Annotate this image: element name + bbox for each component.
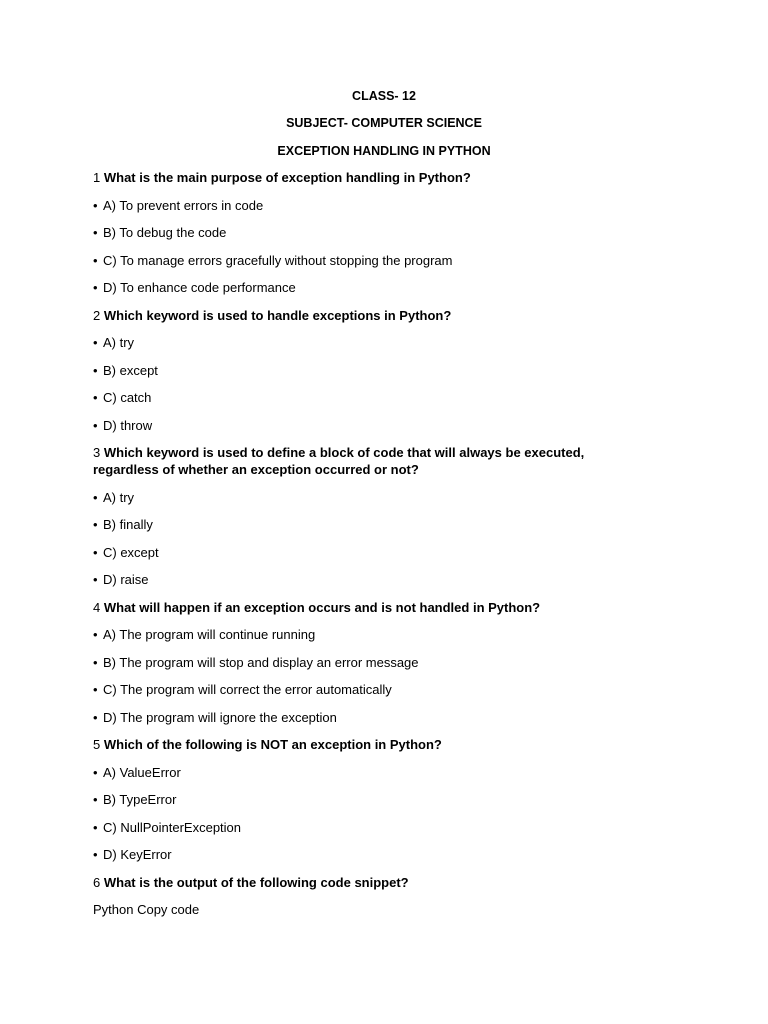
answer-option [93,544,653,561]
answer-option-text: B) finally [103,517,153,532]
answer-option-text: D) To enhance code performance [103,280,296,295]
question-6 [93,874,653,891]
answer-option-text: C) NullPointerException [103,819,242,835]
answer-option [93,389,653,406]
question-text: Which keyword is used to handle exceptions in Python? [103,307,452,323]
question-5 [93,736,653,753]
answer-option [93,252,653,269]
answer-option-text: D) raise [103,572,149,587]
bullet-icon: • [93,280,98,295]
answer-option-text: C) The program will correct the error automatically [103,682,392,697]
answer-option-text: D) The program will ignore the exception [103,709,337,725]
bullet-icon: • [93,819,98,835]
bullet-icon: • [93,847,98,862]
question-text: Which keyword is used to define a block of code that will always be executed, regardless of whether an exception occurred or not? [93,445,585,477]
answer-option-text: C) except [103,544,159,560]
topic-heading: EXCEPTION HANDLING IN PYTHON [277,144,491,158]
answer-option [93,224,653,241]
answer-option-text: B) TypeError [103,792,177,807]
question-number: 2 [93,307,101,323]
question-number: 1 [93,170,101,185]
bullet-icon: • [93,335,98,350]
bullet-icon: • [93,792,98,807]
bullet-icon: • [93,709,98,725]
bullet-icon: • [93,682,98,697]
answer-option-text: B) except [103,362,158,378]
answer-option [93,846,653,863]
bullet-icon: • [93,252,98,268]
question-2 [93,307,653,324]
bullet-icon: • [93,489,98,505]
answer-option-text: D) throw [103,417,153,433]
answer-option [93,764,653,781]
answer-option-text: C) To manage errors gracefully without stopping the program [103,252,453,268]
answer-option [93,654,653,671]
bullet-icon: • [93,572,98,587]
question-number: 4 [93,599,101,615]
answer-option [93,489,653,506]
answer-option [93,516,653,533]
answer-option [93,362,653,379]
subject-heading: SUBJECT- COMPUTER SCIENCE [286,116,482,130]
bullet-icon: • [93,517,98,532]
code-snippet-label: Python Copy code [93,902,200,917]
answer-option-text: A) ValueError [103,764,181,780]
bullet-icon: • [93,225,98,240]
answer-option [93,197,653,214]
answer-option-text: A) try [103,489,135,505]
answer-option-text: A) The program will continue running [103,627,316,642]
bullet-icon: • [93,764,98,780]
question-text: What is the output of the following code snippet? [103,874,409,890]
answer-option [93,681,653,698]
bullet-icon: • [93,654,98,670]
question-number: 5 [93,737,101,752]
question-text: What is the main purpose of exception handling in Python? [103,170,471,185]
answer-option [93,279,653,296]
answer-option-text: A) To prevent errors in code [103,197,264,213]
question-4 [93,599,653,616]
bullet-icon: • [93,417,98,433]
bullet-icon: • [93,390,98,405]
question-text: What will happen if an exception occurs and is not handled in Python? [103,599,541,615]
answer-option [93,626,653,643]
question-number: 3 [93,445,101,460]
answer-option [93,819,653,836]
class-heading: CLASS- 12 [352,89,416,103]
bullet-icon: • [93,544,98,560]
question-1 [93,169,653,186]
answer-option [93,417,653,434]
answer-option-text: B) The program will stop and display an error message [103,654,419,670]
question-list [93,169,653,918]
answer-option [93,571,653,588]
question-3 [93,444,653,478]
bullet-icon: • [93,627,98,642]
question-text: Which of the following is NOT an exception in Python? [103,737,442,752]
answer-option-text: D) KeyError [103,847,172,862]
answer-option-text: A) try [103,335,135,350]
bullet-icon: • [93,197,98,213]
answer-option [93,791,653,808]
answer-option [93,709,653,726]
answer-option [93,334,653,351]
answer-option-text: B) To debug the code [103,225,227,240]
answer-option-text: C) catch [103,390,152,405]
bullet-icon: • [93,362,98,378]
question-number: 6 [93,874,101,890]
